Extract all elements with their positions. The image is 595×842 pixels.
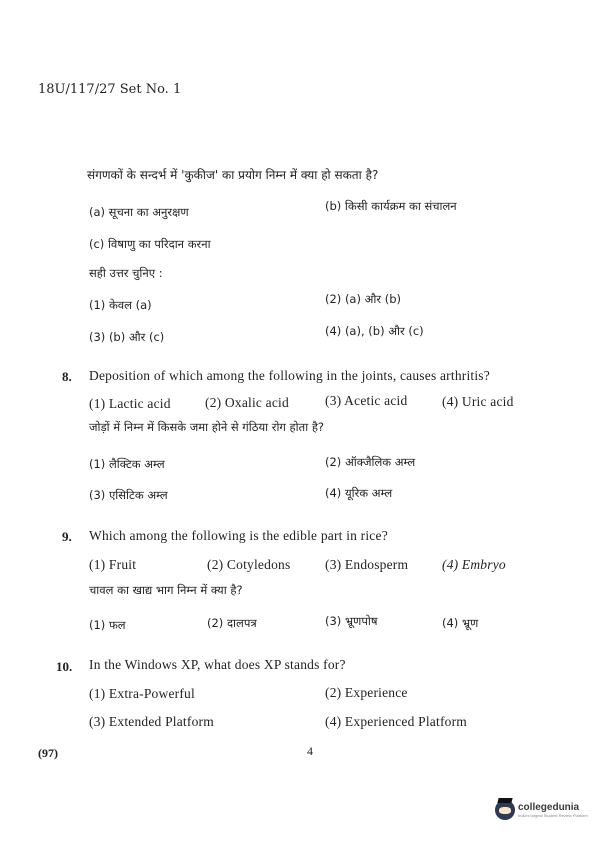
q7-option-3: (3) (b) और (c) (89, 330, 165, 344)
q7-stem-hindi: संगणकों के सन्दर्भ में 'कुकीज' का प्रयोग निम्न में क्या हो सकता है? (87, 168, 379, 182)
q9-option-1-english: (1) Fruit (89, 557, 137, 572)
q10-option-4-english: (4) Experienced Platform (325, 714, 467, 729)
q8-option-4-hindi: (4) यूरिक अम्ल (325, 486, 393, 500)
q9-number: 9. (62, 529, 72, 544)
q8-option-2-hindi: (2) ऑक्जैलिक अम्ल (325, 455, 416, 469)
q10-option-1-english: (1) Extra-Powerful (89, 686, 195, 701)
q8-stem-english: Deposition of which among the following in the joints, causes arthritis? (89, 368, 490, 383)
q10-option-2-english: (2) Experience (325, 685, 408, 700)
q8-option-3-english: (3) Acetic acid (325, 393, 408, 408)
q8-stem-hindi: जोड़ों में निम्न में किसके जमा होने से गंठिया रोग होता है? (89, 420, 325, 434)
mascot-icon (495, 800, 515, 820)
page-number: 4 (307, 744, 313, 758)
q8-option-4-english: (4) Uric acid (442, 394, 514, 409)
logo-tagline: India's largest Student Review Platform (518, 812, 588, 818)
q7-option-1: (1) केवल (a) (89, 298, 152, 312)
q10-option-3-english: (3) Extended Platform (89, 714, 214, 729)
q8-option-1-hindi: (1) लैक्टिक अम्ल (89, 457, 165, 471)
q9-option-2-english: (2) Cotyledons (207, 557, 291, 572)
q9-option-3-english: (3) Endosperm (325, 557, 409, 572)
q7-statement-c: (c) विषाणु का परिदान करना (89, 237, 211, 251)
q9-stem-hindi: चावल का खाद्य भाग निम्न में क्या है? (89, 583, 243, 597)
q8-option-3-hindi: (3) एसिटिक अम्ल (89, 488, 168, 502)
q7-instruction: सही उत्तर चुनिए : (89, 266, 163, 280)
q9-stem-english: Which among the following is the edible part in rice? (89, 528, 388, 543)
set-code-header: 18U/117/27 Set No. 1 (38, 82, 182, 97)
q8-option-1-english: (1) Lactic acid (89, 396, 171, 411)
q10-stem-english: In the Windows XP, what does XP stands for? (89, 657, 346, 672)
collegedunia-logo (495, 800, 588, 820)
q9-option-2-hindi: (2) दालपत्र (207, 616, 257, 630)
q7-statement-a: (a) सूचना का अनुरक्षण (89, 205, 189, 219)
q9-option-3-hindi: (3) भ्रूणपोष (325, 614, 378, 628)
q9-option-4-english: (4) Embryo (442, 557, 506, 572)
q9-option-4-hindi: (4) भ्रूण (442, 616, 479, 630)
q7-option-4: (4) (a), (b) और (c) (325, 324, 424, 338)
logo-name: collegedunia (518, 801, 580, 813)
q8-option-2-english: (2) Oxalic acid (205, 395, 289, 410)
q8-number: 8. (62, 369, 72, 384)
q10-number: 10. (56, 659, 73, 674)
paper-code: (97) (38, 746, 58, 760)
q7-statement-b: (b) किसी कार्यक्रम का संचालन (325, 199, 457, 213)
q7-option-2: (2) (a) और (b) (325, 292, 402, 306)
q9-option-1-hindi: (1) फल (89, 618, 126, 632)
